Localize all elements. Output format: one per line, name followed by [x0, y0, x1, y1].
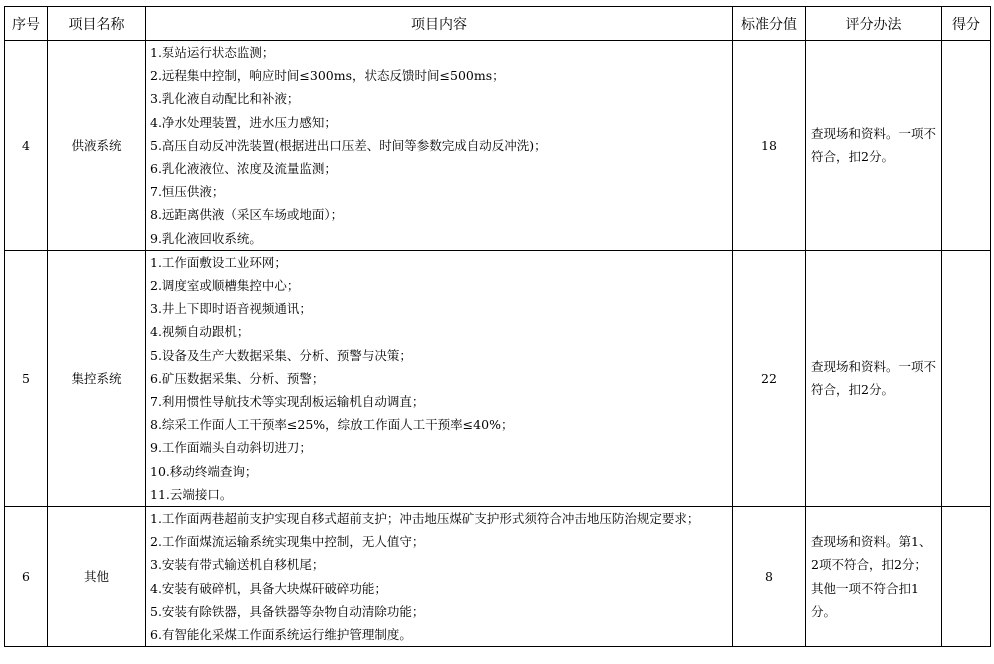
row-name: 集控系统: [48, 250, 146, 506]
row-score: 8: [733, 507, 806, 647]
list-item: 11.云端接口。: [150, 486, 233, 502]
row-items: [146, 507, 733, 647]
list-item: 5.设备及生产大数据采集、分析、预警与决策；: [150, 347, 412, 363]
list-item: 8.远距离供液（采区车场或地面）；: [150, 207, 344, 223]
table-header-row: [5, 7, 991, 41]
table-row: [5, 507, 991, 647]
list-item: 4.净水处理装置，进水压力感知；: [150, 114, 337, 130]
header-name: 项目名称: [48, 7, 146, 41]
row-score: 18: [733, 41, 806, 251]
row-result: [942, 507, 991, 647]
header-score: 标准分值: [733, 7, 806, 41]
list-item: 10.移动终端查询；: [150, 463, 258, 479]
list-item: 2.调度室或顺槽集控中心；: [150, 278, 300, 294]
list-item: 9.乳化液回收系统。: [150, 230, 262, 246]
row-seq: 4: [5, 41, 48, 251]
list-item: 1.工作面两巷超前支护实现自移式超前支护；冲击地压煤矿支护形式须符合冲击地压防治规定要求；: [150, 511, 700, 527]
list-item: 1.泵站运行状态监测；: [150, 45, 275, 60]
row-method: 查现场和资料。第1、2项不符合，扣2分；其他一项不符合扣1分。: [806, 507, 942, 647]
row-seq: 5: [5, 250, 48, 506]
list-item: 9.工作面端头自动斜切进刀；: [150, 440, 312, 456]
row-score: 22: [733, 250, 806, 506]
row-method: 查现场和资料。一项不符合，扣2分。: [806, 250, 942, 506]
list-item: 6.矿压数据采集、分析、预警；: [150, 370, 325, 386]
list-item: 4.视频自动跟机；: [150, 324, 250, 340]
header-method: 评分办法: [806, 7, 942, 41]
row-name: 其他: [48, 507, 146, 647]
row-items: [146, 41, 733, 251]
row-seq: 6: [5, 507, 48, 647]
list-item: 5.高压自动反冲洗装置(根据进出口压差、时间等参数完成自动反冲洗)；: [150, 137, 547, 153]
header-content: 项目内容: [146, 7, 733, 41]
list-item: 6.乳化液液位、浓度及流量监测；: [150, 161, 337, 177]
header-seq: 序号: [5, 7, 48, 41]
list-item: 7.恒压供液；: [150, 184, 225, 200]
list-item: 2.远程集中控制，响应时间≤300ms，状态反馈时间≤500ms；: [150, 68, 505, 84]
list-item: 6.有智能化采煤工作面系统运行维护管理制度。: [150, 627, 412, 643]
row-result: [942, 41, 991, 251]
header-result: 得分: [942, 7, 991, 41]
list-item: 3.乳化液自动配比和补液；: [150, 91, 300, 107]
row-method: 查现场和资料。一项不符合，扣2分。: [806, 41, 942, 251]
list-item: 8.综采工作面人工干预率≤25%，综放工作面人工干预率≤40%；: [150, 417, 514, 433]
row-name: 供液系统: [48, 41, 146, 251]
list-item: 3.井上下即时语音视频通讯；: [150, 301, 312, 317]
scoring-table-sheet: [4, 6, 990, 647]
row-items: [146, 250, 733, 506]
scoring-table: [4, 6, 991, 647]
list-item: 1.工作面敷设工业环网；: [150, 254, 287, 270]
table-row: [5, 41, 991, 251]
list-item: 2.工作面煤流运输系统实现集中控制，无人值守；: [150, 534, 425, 550]
list-item: 5.安装有除铁器，具备铁器等杂物自动清除功能；: [150, 603, 425, 619]
list-item: 7.利用惯性导航技术等实现刮板运输机自动调直；: [150, 394, 425, 410]
table-row: [5, 250, 991, 506]
list-item: 4.安装有破碎机，具备大块煤矸破碎功能；: [150, 580, 387, 596]
row-result: [942, 250, 991, 506]
list-item: 3.安装有带式输送机自移机尾；: [150, 557, 325, 573]
